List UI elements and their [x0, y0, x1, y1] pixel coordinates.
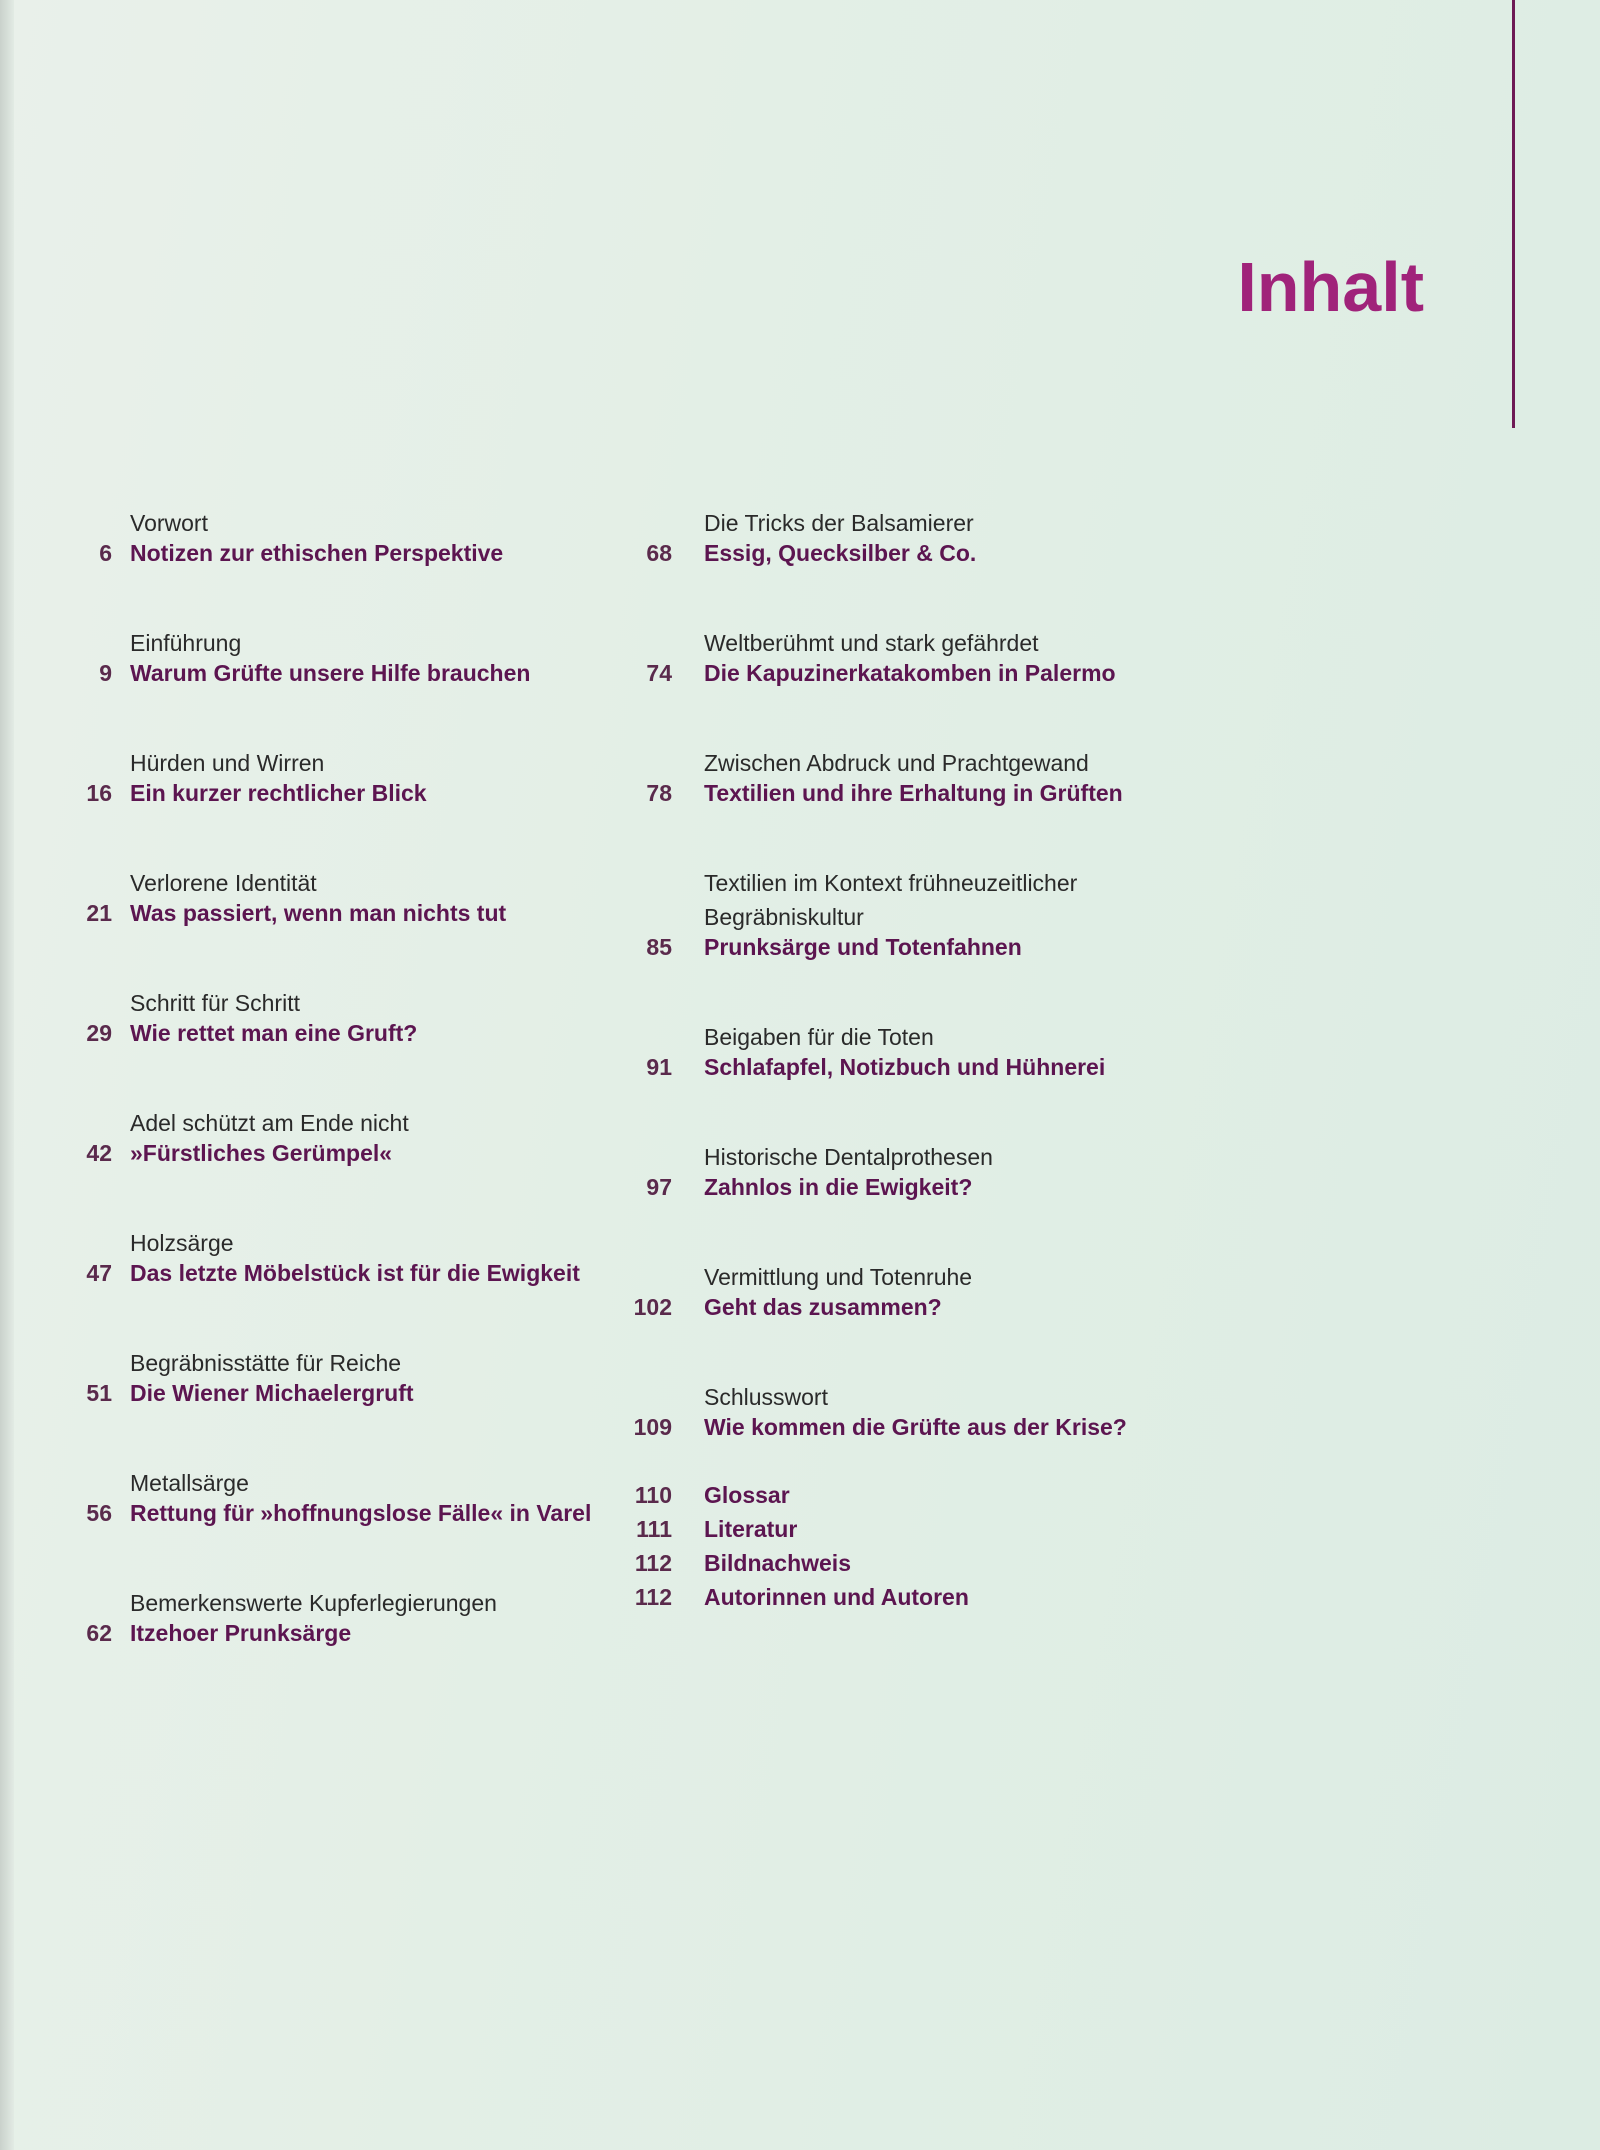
entry-subtitle: Vorwort — [130, 510, 208, 536]
entry-line — [620, 780, 1240, 814]
entry-page-number: 97 — [646, 1174, 672, 1200]
entry-subtitle: Bemerkenswerte Kupferlegierungen — [130, 1590, 497, 1616]
toc-entry[interactable] — [46, 746, 626, 814]
entry-title: Ein kurzer rechtlicher Blick — [130, 780, 427, 806]
entry-page-number: 51 — [86, 1380, 112, 1406]
page-edge — [0, 0, 14, 2150]
entry-title: Autorinnen und Autoren — [704, 1584, 969, 1610]
toc-entry[interactable] — [46, 1226, 626, 1294]
entry-subtitle-continued: Begräbniskultur — [704, 904, 864, 930]
entry-line — [620, 934, 1240, 968]
entry-title: Was passiert, wenn man nichts tut — [130, 900, 507, 926]
entry-title: Textilien und ihre Erhaltung in Grüften — [704, 780, 1123, 806]
entry-line — [46, 780, 626, 814]
entry-subtitle: Verlorene Identität — [130, 870, 317, 896]
entry-subtitle: Adel schützt am Ende nicht — [130, 1110, 409, 1136]
page-title: Inhalt — [1237, 247, 1424, 326]
entry-title: Schlafapfel, Notizbuch und Hühnerei — [704, 1054, 1106, 1080]
entry-subtitle: Beigaben für die Toten — [704, 1024, 934, 1050]
entry-line — [46, 1620, 626, 1654]
toc-entry[interactable] — [620, 866, 1240, 968]
toc-appendix-entry[interactable] — [620, 1550, 1240, 1584]
entry-page-number: 111 — [636, 1516, 672, 1542]
entry-line — [46, 1260, 626, 1294]
entry-subtitle: Einführung — [130, 630, 242, 656]
entry-subtitle: Textilien im Kontext frühneuzeitlicher — [704, 870, 1078, 896]
entry-line — [46, 660, 626, 694]
entry-page-number: 91 — [646, 1054, 672, 1080]
toc-appendix-entry[interactable] — [620, 1482, 1240, 1516]
entry-page-number: 102 — [633, 1294, 672, 1320]
toc-entry[interactable] — [46, 1346, 626, 1414]
entry-page-number: 16 — [86, 780, 112, 806]
entry-subtitle: Die Tricks der Balsamierer — [704, 510, 974, 536]
entry-line — [620, 1054, 1240, 1088]
toc-entry[interactable] — [46, 1466, 626, 1534]
toc-entry[interactable] — [46, 506, 626, 574]
entry-page-number: 74 — [646, 660, 672, 686]
entry-title: Bildnachweis — [704, 1550, 851, 1576]
entry-page-number: 68 — [646, 540, 672, 566]
entry-subtitle: Schlusswort — [704, 1384, 828, 1410]
entry-title: Itzehoer Prunksärge — [130, 1620, 352, 1646]
entry-subtitle: Hürden und Wirren — [130, 750, 325, 776]
entry-title: »Fürstliches Gerümpel« — [130, 1140, 393, 1166]
entry-page-number: 110 — [634, 1482, 672, 1508]
entry-page-number: 29 — [86, 1020, 112, 1046]
vertical-rule — [1512, 0, 1515, 428]
entry-title: Das letzte Möbelstück ist für die Ewigkeit — [130, 1260, 580, 1286]
entry-title: Rettung für »hoffnungslose Fälle« in Varel — [130, 1500, 592, 1526]
toc-entry[interactable] — [46, 1106, 626, 1174]
entry-line — [620, 1482, 1240, 1516]
toc-entry[interactable] — [620, 626, 1240, 694]
entry-page-number: 47 — [86, 1260, 112, 1286]
entry-page-number: 56 — [86, 1500, 112, 1526]
entry-page-number: 21 — [86, 900, 112, 926]
entry-title: Glossar — [704, 1482, 790, 1508]
toc-entry[interactable] — [620, 506, 1240, 574]
toc-appendix-entry[interactable] — [620, 1516, 1240, 1550]
toc-entry[interactable] — [46, 866, 626, 934]
entry-subtitle: Holzsärge — [130, 1230, 234, 1256]
entry-title: Warum Grüfte unsere Hilfe brauchen — [130, 660, 531, 686]
entry-title: Literatur — [704, 1516, 798, 1542]
entry-title: Die Kapuzinerkatakomben in Palermo — [704, 660, 1116, 686]
entry-page-number: 85 — [646, 934, 672, 960]
entry-subtitle: Historische Dentalprothesen — [704, 1144, 993, 1170]
entry-title: Prunksärge und Totenfahnen — [704, 934, 1022, 960]
entry-subtitle: Vermittlung und Totenruhe — [704, 1264, 973, 1290]
entry-line — [620, 1174, 1240, 1208]
entry-line — [620, 1516, 1240, 1550]
entry-subtitle: Metallsärge — [130, 1470, 249, 1496]
entry-title: Essig, Quecksilber & Co. — [704, 540, 977, 566]
toc-right-column — [620, 506, 1240, 1618]
entry-page-number: 112 — [634, 1584, 672, 1610]
entry-line — [46, 900, 626, 934]
toc-entry[interactable] — [620, 746, 1240, 814]
entry-page-number: 62 — [86, 1620, 112, 1646]
entry-subtitle: Zwischen Abdruck und Prachtgewand — [704, 750, 1089, 776]
toc-appendix-entry[interactable] — [620, 1584, 1240, 1618]
entry-page-number: 9 — [99, 660, 112, 686]
entry-subtitle: Begräbnisstätte für Reiche — [130, 1350, 402, 1376]
entry-line — [620, 1414, 1240, 1448]
entry-title: Geht das zusammen? — [704, 1294, 942, 1320]
toc-entry[interactable] — [620, 1260, 1240, 1328]
entry-line — [46, 1380, 626, 1414]
entry-line — [620, 540, 1240, 574]
entry-line — [620, 1294, 1240, 1328]
entry-line — [620, 1584, 1240, 1618]
entry-page-number: 6 — [99, 540, 112, 566]
entry-line — [620, 1550, 1240, 1584]
entry-subtitle: Schritt für Schritt — [130, 990, 300, 1016]
entry-title: Notizen zur ethischen Perspektive — [130, 540, 504, 566]
entry-title: Wie kommen die Grüfte aus der Krise? — [704, 1414, 1127, 1440]
entry-page-number: 109 — [633, 1414, 672, 1440]
entry-line — [46, 1500, 626, 1534]
toc-entry[interactable] — [46, 1586, 626, 1654]
entry-title: Wie rettet man eine Gruft? — [130, 1020, 418, 1046]
entry-page-number: 112 — [634, 1550, 672, 1576]
toc-entry[interactable] — [620, 1020, 1240, 1088]
toc-left-column — [46, 506, 626, 1706]
entry-title: Zahnlos in die Ewigkeit? — [704, 1174, 973, 1200]
toc-entry[interactable] — [620, 1380, 1240, 1448]
entry-line — [46, 1140, 626, 1174]
toc-entry[interactable] — [46, 626, 626, 694]
toc-entry[interactable] — [46, 986, 626, 1054]
entry-page-number: 78 — [646, 780, 672, 806]
entry-line — [620, 660, 1240, 694]
entry-page-number: 42 — [86, 1140, 112, 1166]
toc-entry[interactable] — [620, 1140, 1240, 1208]
entry-subtitle: Weltberühmt und stark gefährdet — [704, 630, 1039, 656]
entry-line — [46, 540, 626, 574]
entry-line — [46, 1020, 626, 1054]
entry-title: Die Wiener Michaelergruft — [130, 1380, 414, 1406]
